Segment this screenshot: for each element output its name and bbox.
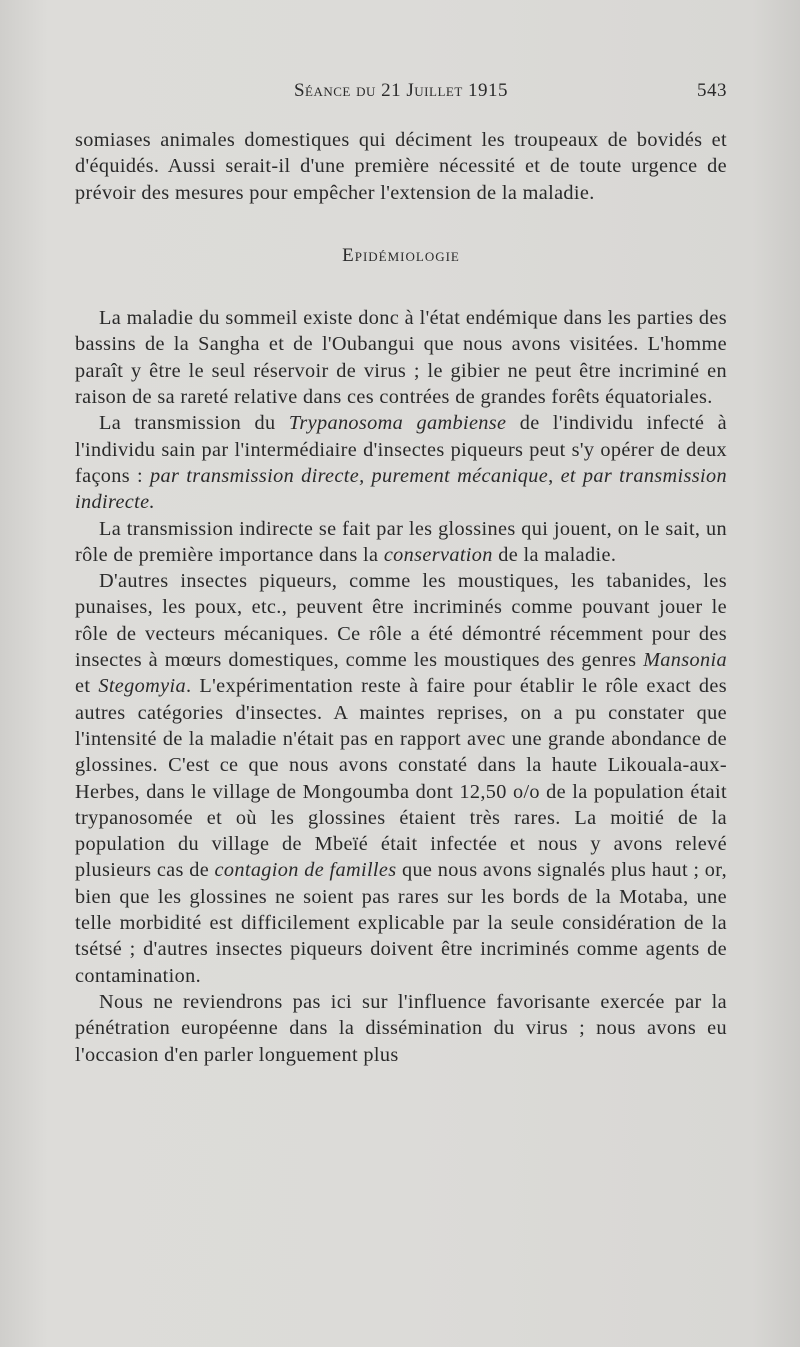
paragraph-5: Nous ne reviendrons pas ici sur l'influence favorisante exercée par la pénétration européenne dans la dissémination du virus ; nous avons eu l'occasion d'en parler longuement plus xyxy=(75,990,727,1066)
paragraph-3 xyxy=(75,516,727,569)
paragraph-1: La maladie du sommeil existe donc à l'état endémique dans les parties des bassins de la Sangha et de l'Oubangui que nous avons visitées. L'homme paraît y être le seul réservoir de virus ; le gibier ne peut être incriminé en raison de sa rareté relative dans ces contrées de grandes forêts équatoriales. xyxy=(75,307,727,409)
p2-italic-direct: par transmission directe, purement mécanique xyxy=(150,464,549,487)
p4-text-a: D'autres insectes piqueurs, comme les moustiques, les tabanides, les punaises, les poux, etc., peuvent être incriminés comme pouvant jouer le rôle de vecteurs mécaniques. Ce rôle a été démontré récemment pour des insectes à mœurs domestiques, comme les moustiques des genres xyxy=(75,570,727,672)
p2-text-e: , xyxy=(548,464,561,487)
paragraph-4 xyxy=(75,568,727,989)
p4-text-e: . L'expérimentation reste à faire pour établir le rôle exact des autres catégories d'insectes. A maintes reprises, on a pu constater que l'intensité de la maladie n'était pas en rapport avec une grande abondance de glossines. C'est ce que nous avons constaté dans la haute Likouala-aux-Herbes, dans le village de Mongoumba dont 12,50 o/o de la population était trypanosomée et où les glossines étaient très rares. La moitié de la population du village de Mbeïé était infectée et nous y avons relevé plusieurs cas de xyxy=(75,675,727,882)
running-head: Séance du 21 Juillet 1915 xyxy=(293,80,509,101)
p3-italic-conservation: conservation xyxy=(383,543,493,566)
p4-text-c: et xyxy=(75,675,99,698)
paragraph-continuation: somiases animales domestiques qui déciment les troupeaux de bovidés et d'équidés. Aussi serait-il d'une première nécessité et de toute urgence de prévoir des mesures pour empêcher l'extension de la maladie. xyxy=(75,129,727,204)
p4-text-g: que nous avons signalés plus haut ; or, bien que les glossines ne soient pas rares sur les bords de la Motaba, une telle morbidité est difficilement explicable par la seule considération de la tsétsé ; d'autres insectes piqueurs doivent être incriminés comme agents de contamination. xyxy=(75,859,727,987)
p4-genus-stegomyia: Stegomyia xyxy=(98,675,186,698)
p2-text-c: de l'individu infecté à l'individu sain par l'intermédiaire d'insectes piqueurs peut s'y opérer de deux façons : xyxy=(75,412,727,487)
body-text xyxy=(75,127,727,1068)
p2-italic-indirect: et par transmission indirecte. xyxy=(75,464,727,514)
p4-genus-mansonia: Mansonia xyxy=(643,649,727,672)
p3-text-c: de la maladie. xyxy=(492,543,617,566)
page-header xyxy=(75,80,727,112)
p2-species-name: Trypanosoma gambiense xyxy=(288,412,507,435)
p4-italic-contagion: contagion de familles xyxy=(214,859,397,882)
p2-text-a: La transmission du xyxy=(99,412,289,435)
section-title: Epidémiologie xyxy=(342,244,460,266)
page-number: 543 xyxy=(697,80,727,101)
paragraph-2 xyxy=(75,410,727,515)
p3-text-a: La transmission indirecte se fait par les glossines qui jouent, on le sait, un rôle de première importance dans la xyxy=(75,517,727,566)
